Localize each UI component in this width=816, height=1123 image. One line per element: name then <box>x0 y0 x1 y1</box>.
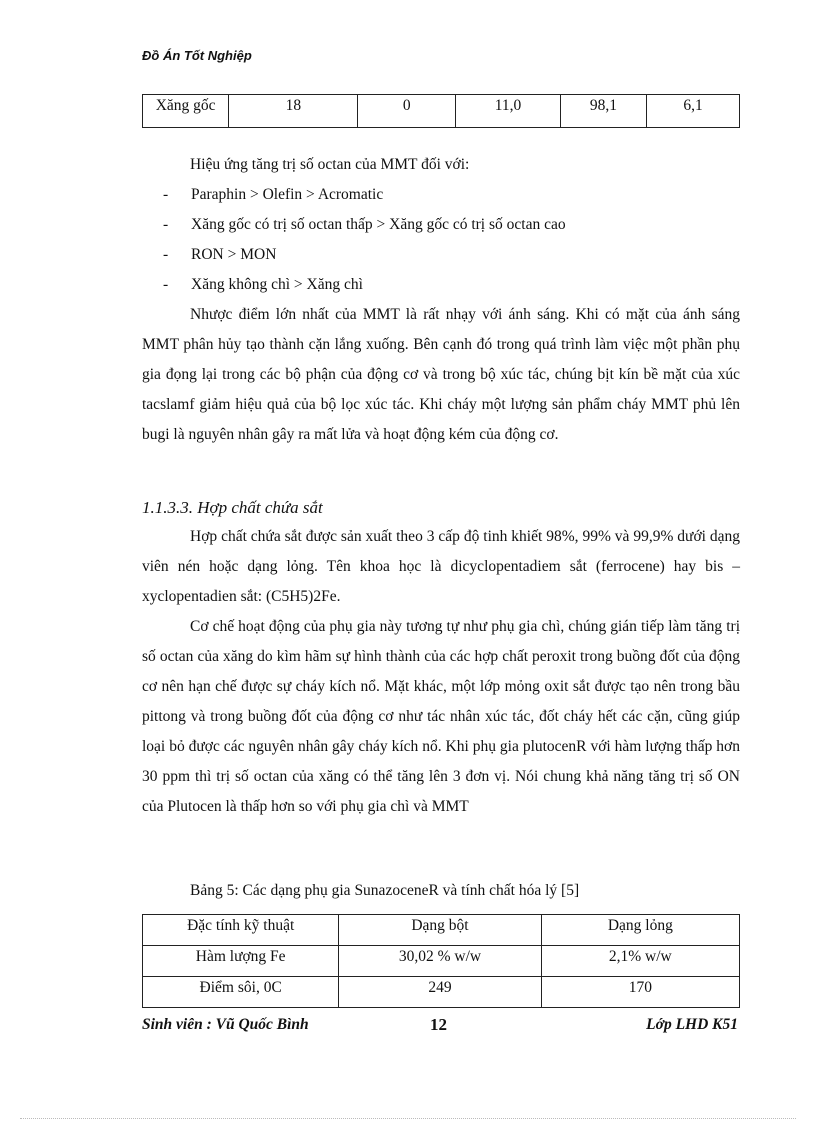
footer-divider <box>142 1007 740 1008</box>
table-cell: 0 <box>358 95 456 128</box>
dash-marker: - <box>163 186 169 203</box>
dash-marker: - <box>163 276 169 293</box>
header-title: Đồ Án Tốt Nghiệp <box>142 48 252 63</box>
table-header-cell: Dạng bột <box>339 915 541 946</box>
table-cell: 170 <box>541 977 739 1008</box>
table-cell: 6,1 <box>647 95 740 128</box>
page-bottom-divider <box>20 1118 796 1119</box>
continued-table <box>142 94 740 128</box>
sunazocene-table <box>142 914 740 1008</box>
page-number: 12 <box>430 1015 447 1034</box>
list-item <box>163 180 383 210</box>
dash-marker: - <box>163 246 169 263</box>
table-header-row <box>143 915 740 946</box>
table-cell: 11,0 <box>456 95 561 128</box>
paragraph-mmt-drawback: Nhược điểm lớn nhất của MMT là rất nhạy với ánh sáng. Khi có mặt của ánh sáng MMT phân hủy tạo thành cặn lắng xuống. Bên cạnh đó trong quá trình làm việc một phần phụ gia đọng lại trong các bộ phận của động cơ và trong bộ xúc tác, chúng bịt kín bề mặt của xúc tacslamf giảm hiệu quả của bộ lọc xúc tác. Khi cháy một lượng sản phẩm cháy MMT phủ lên bugi là nguyên nhân gây ra mất lửa và hoạt động kém của động cơ. <box>142 306 740 443</box>
footer-student-name: Sinh viên : Vũ Quốc Bình <box>142 1016 309 1033</box>
list-item <box>163 210 566 240</box>
table-cell: 249 <box>339 977 541 1008</box>
list-item <box>163 240 276 270</box>
table-header-cell: Dạng lỏng <box>541 915 739 946</box>
table-row <box>143 977 740 1008</box>
list-item-text: Paraphin > Olefin > Acromatic <box>191 186 384 203</box>
table-cell: 98,1 <box>560 95 646 128</box>
paragraph-iron-compound: Hợp chất chứa sắt được sản xuất theo 3 cấp độ tinh khiết 98%, 99% và 99,9% dưới dạng viên nén hoặc dạng lỏng. Tên khoa học là dicyclopentadiem sắt (ferrocene) hay bis – xyclopentadien sắt: (C5H5)2Fe. <box>142 528 740 605</box>
dash-marker: - <box>163 216 169 233</box>
footer-class-label: Lớp LHD K51 <box>646 1016 738 1033</box>
table-row <box>143 95 740 128</box>
section-heading: 1.1.3.3. Hợp chất chứa sắt <box>142 498 323 517</box>
table-cell: 30,02 % w/w <box>339 946 541 977</box>
table-caption: Bảng 5: Các dạng phụ gia SunazoceneR và tính chất hóa lý [5] <box>190 882 580 899</box>
list-item-text: RON > MON <box>191 246 277 263</box>
table-header-cell: Đặc tính kỹ thuật <box>143 915 339 946</box>
table-cell: 2,1% w/w <box>541 946 739 977</box>
table-row <box>143 946 740 977</box>
table-cell: Xăng gốc <box>143 95 229 128</box>
intro-paragraph: Hiệu ứng tăng trị số octan của MMT đối với: <box>190 156 470 173</box>
table-cell: Hàm lượng Fe <box>143 946 339 977</box>
paragraph-mechanism: Cơ chế hoạt động của phụ gia này tương tự như phụ gia chì, chúng gián tiếp làm tăng trị số octan của xăng do kìm hãm sự hình thành của các hợp chất peroxit trong buồng đốt của động cơ nên hạn chế được sự cháy kích nổ. Mặt khác, một lớp mỏng oxit sắt được tạo nên trong bầu pittong và trong buồng đốt của động cơ như tác nhân xúc tác, đốt cháy hết các cặn, cũng giúp loại bỏ được các nguyên nhân gây cháy kích nổ. Khi phụ gia plutocenR với hàm lượng thấp hơn 30 ppm thì trị số octan của xăng có thể tăng lên 3 đơn vị. Nói chung khả năng tăng trị số ON của Plutocen là thấp hơn so với phụ gia chì và MMT <box>142 618 740 815</box>
list-item <box>163 270 363 300</box>
table-cell: Điểm sôi, 0C <box>143 977 339 1008</box>
list-item-text: Xăng gốc có trị số octan thấp > Xăng gốc có trị số octan cao <box>191 216 566 233</box>
list-item-text: Xăng không chì > Xăng chì <box>191 276 363 293</box>
table-cell: 18 <box>229 95 358 128</box>
